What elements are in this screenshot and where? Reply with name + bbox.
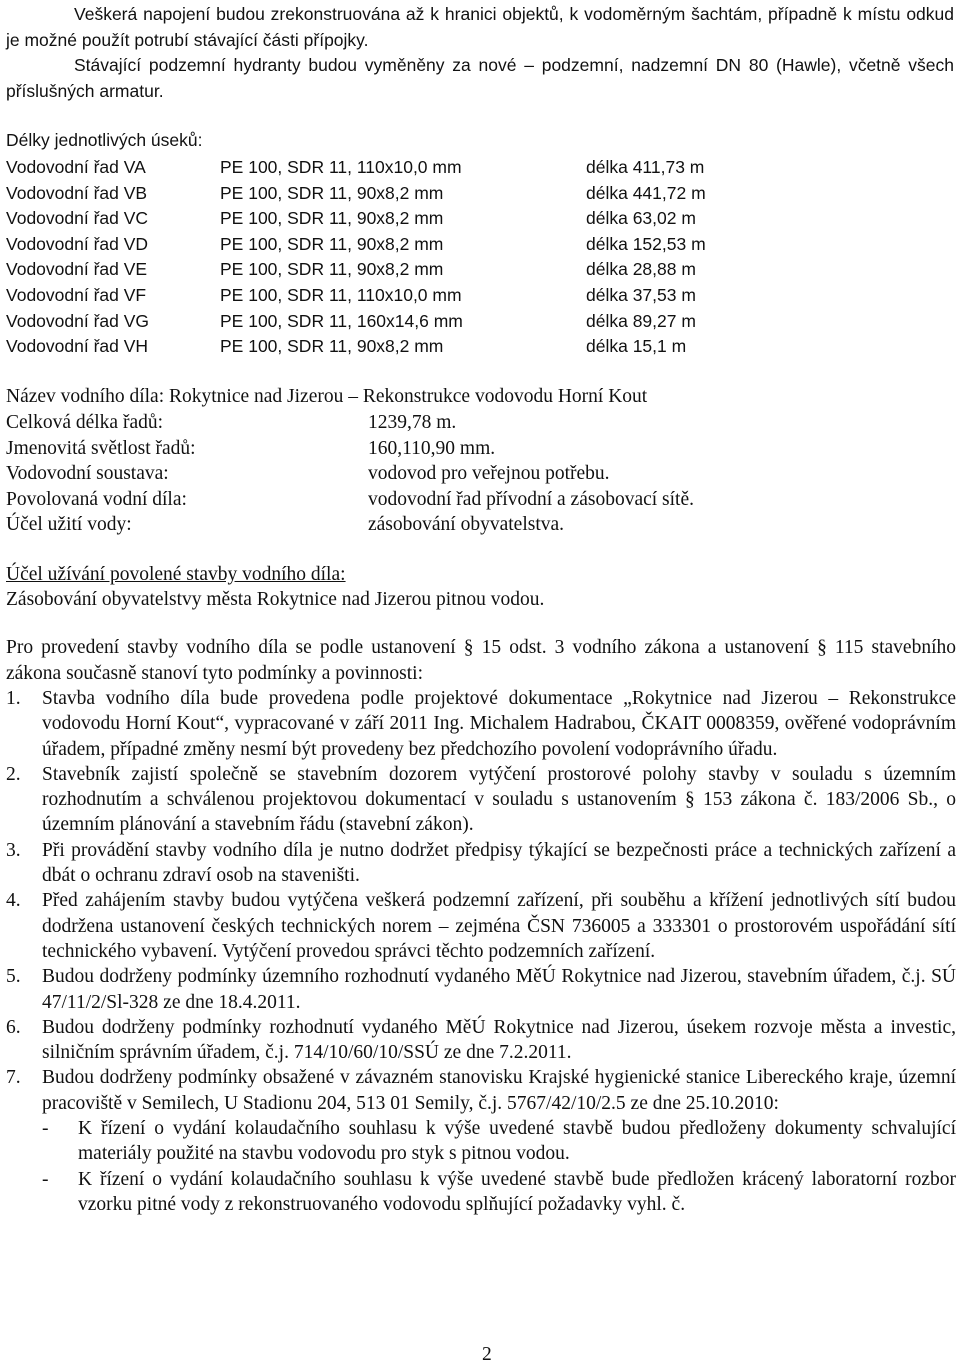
section-row bbox=[6, 334, 706, 360]
condition-number: 3. bbox=[6, 839, 21, 861]
condition-text: Budou dodrženy podmínky obsažené v závazném stanovisku Krajské hygienické stanice Libereckého kraje, územní pracoviště v Semilech, U Stadionu 204, 513 01 Semily, č.j. 5767/42/10/2.5 ze dne 25.10.2010: bbox=[42, 1067, 956, 1114]
section-spec: PE 100, SDR 11, 90x8,2 mm bbox=[220, 208, 444, 229]
dash-bullet: - bbox=[42, 1168, 49, 1190]
section-name: Vodovodní řad VE bbox=[6, 259, 148, 280]
section-length: délka 37,53 m bbox=[586, 284, 696, 305]
condition-text: Budou dodrženy podmínky rozhodnutí vydaného MěÚ Rokytnice nad Jizerou, úsekem rozvoje města a investic, silničním správním úřadem, č.j. 714/10/60/10/SSÚ ze dne 7.2.2011. bbox=[42, 1016, 956, 1064]
summary-key: Jmenovitá světlost řadů: bbox=[6, 437, 196, 459]
condition-item bbox=[6, 964, 956, 1015]
condition-text: Při provádění stavby vodního díla je nutno dodržet předpisy týkající se bezpečnosti práce a technických zařízení a dbát o ochranu zdraví osob na staveništi. bbox=[42, 839, 956, 887]
sections-heading: Délky jednotlivých úseků: bbox=[6, 130, 203, 150]
intro-section bbox=[6, 2, 954, 104]
condition-item bbox=[6, 686, 956, 762]
sections-table bbox=[6, 155, 706, 360]
section-length: délka 89,27 m bbox=[586, 310, 696, 331]
section-row bbox=[6, 181, 706, 207]
summary-key: Povolovaná vodní díla: bbox=[6, 488, 187, 510]
section-row bbox=[6, 206, 706, 232]
section-length: délka 28,88 m bbox=[586, 259, 696, 280]
condition-number: 1. bbox=[6, 688, 21, 709]
section-length: délka 441,72 m bbox=[586, 182, 706, 203]
section-name: Vodovodní řad VD bbox=[6, 233, 149, 254]
section-row bbox=[6, 232, 706, 258]
purpose-text: Zásobování obyvatelstvy města Rokytnice nad Jizerou pitnou vodou. bbox=[6, 589, 545, 610]
section-length: délka 152,53 m bbox=[586, 233, 706, 254]
dash-bullet: - bbox=[42, 1118, 49, 1140]
water-work-title: Název vodního díla: Rokytnice nad Jizerou – Rekonstrukce vodovodu Horní Kout bbox=[6, 386, 648, 407]
conditions-section bbox=[6, 635, 956, 1217]
condition-text: Stavba vodního díla bude provedena podle projektové dokumentace „Rokytnice nad Jizerou – Rekonstrukce vodovodu Horní Kout“, vypracované v září 2011 Ing. Michalem Hadrabou, ČKAIT 0008359, ověřené vodoprávním úřadem, případné změny nesmí být provedeny bez předchozího povolení vodoprávního úřadu. bbox=[42, 688, 956, 760]
section-length: délka 411,73 m bbox=[586, 157, 705, 177]
section-row bbox=[6, 309, 706, 335]
page-number: 2 bbox=[482, 1344, 492, 1365]
condition-number: 2. bbox=[6, 763, 21, 785]
section-row bbox=[6, 155, 706, 181]
summary-value: vodovod pro veřejnou potřebu. bbox=[368, 463, 610, 484]
section-name: Vodovodní řad VG bbox=[6, 310, 150, 331]
section-spec: PE 100, SDR 11, 90x8,2 mm bbox=[220, 233, 444, 254]
intro-paragraph-1: Veškerá napojení budou zrekonstruována až k hranici objektů, k vodoměrným šachtám, případně k místu odkud je možné použít potrubí stávající části přípojky. bbox=[6, 4, 954, 50]
summary-row bbox=[6, 436, 694, 462]
condition-item bbox=[6, 1015, 956, 1066]
conditions-intro: Pro provedení stavby vodního díla se podle ustanovení § 15 odst. 3 vodního zákona a ustanovení § 115 stavebního zákona současně stanoví tyto podmínky a povinnosti: bbox=[6, 637, 956, 684]
section-row bbox=[6, 283, 706, 309]
summary-row bbox=[6, 461, 694, 487]
summary-value: 1239,78 m. bbox=[368, 412, 457, 433]
conditions-list bbox=[6, 686, 956, 1217]
condition-number: 6. bbox=[6, 1016, 21, 1038]
condition-item bbox=[6, 888, 956, 964]
summary-row bbox=[6, 512, 694, 538]
condition-item bbox=[6, 838, 956, 889]
condition-number: 7. bbox=[6, 1067, 21, 1089]
summary-value: 160,110,90 mm. bbox=[368, 437, 496, 459]
condition-number: 4. bbox=[6, 890, 21, 912]
section-name: Vodovodní řad VC bbox=[6, 208, 149, 229]
condition-number: 5. bbox=[6, 966, 21, 988]
condition-text: Budou dodrženy podmínky územního rozhodnutí vydaného MěÚ Rokytnice nad Jizerou, stavebním úřadem, č.j. SÚ 47/11/2/Sl-328 ze dne 18.4.2011. bbox=[42, 966, 956, 1013]
purpose-heading: Účel užívání povolené stavby vodního díla: bbox=[6, 564, 346, 585]
summary-table bbox=[6, 410, 694, 538]
section-length: délka 63,02 m bbox=[586, 208, 696, 229]
condition-text: Stavebník zajistí společně se stavebním dozorem vytýčení prostorové polohy stavby v souladu s územním rozhodnutím a schválenou projektovou dokumentací v souladu s ustanovením § 153 zákona č. 183/2006 Sb., o územním plánování a stavebním řádu (stavební zákon). bbox=[42, 763, 956, 836]
condition-item bbox=[6, 1065, 956, 1217]
section-spec: PE 100, SDR 11, 110x10,0 mm bbox=[220, 284, 462, 305]
section-spec: PE 100, SDR 11, 90x8,2 mm bbox=[220, 336, 444, 357]
section-spec: PE 100, SDR 11, 90x8,2 mm bbox=[220, 182, 444, 203]
section-row bbox=[6, 257, 706, 283]
subitem-text: K řízení o vydání kolaudačního souhlasu k výše uvedené stavbě budou předloženy dokumenty schvalující materiály použité na stavbu vodovodu pro styk s pitnou vodou. bbox=[78, 1118, 956, 1165]
section-spec: PE 100, SDR 11, 110x10,0 mm bbox=[220, 157, 462, 177]
section-spec: PE 100, SDR 11, 90x8,2 mm bbox=[220, 259, 444, 280]
summary-key: Celková délka řadů: bbox=[6, 412, 164, 433]
summary-key: Účel užití vody: bbox=[6, 514, 132, 535]
summary-row bbox=[6, 410, 694, 436]
purpose-section bbox=[6, 562, 544, 612]
condition-sublist bbox=[42, 1116, 956, 1217]
section-name: Vodovodní řad VF bbox=[6, 284, 147, 305]
section-spec: PE 100, SDR 11, 160x14,6 mm bbox=[220, 310, 463, 331]
summary-row bbox=[6, 487, 694, 513]
summary-key: Vodovodní soustava: bbox=[6, 463, 169, 484]
condition-text: Před zahájením stavby budou vytýčena veškerá podzemní zařízení, při souběhu a křížení jednotlivých sítí budou dodržena ustanovení českých technických norem – zejména ČSN 736005 a 333301 o prostorovém uspořádání sítí technického vybavení. Vytýčení provedou správci těchto podzemních zařízení. bbox=[42, 890, 956, 962]
subitem-text: K řízení o vydání kolaudačního souhlasu k výše uvedené stavbě bude předložen krácený laboratorní rozbor vzorku pitné vody z rekonstruovaného vodovodu splňující požadavky vyhl. č. bbox=[78, 1168, 956, 1215]
condition-item bbox=[6, 762, 956, 838]
intro-paragraph-2: Stávající podzemní hydranty budou vyměněny za nové – podzemní, nadzemní DN 80 (Hawle), včetně všech příslušných armatur. bbox=[6, 55, 954, 101]
section-name: Vodovodní řad VB bbox=[6, 182, 148, 203]
condition-subitem bbox=[42, 1167, 956, 1218]
summary-value: zásobování obyvatelstva. bbox=[368, 514, 565, 535]
section-name: Vodovodní řad VH bbox=[6, 336, 149, 357]
section-length: délka 15,1 m bbox=[586, 336, 687, 357]
section-name: Vodovodní řad VA bbox=[6, 157, 146, 177]
condition-subitem bbox=[42, 1116, 956, 1167]
summary-value: vodovodní řad přívodní a zásobovací sítě. bbox=[368, 488, 695, 510]
